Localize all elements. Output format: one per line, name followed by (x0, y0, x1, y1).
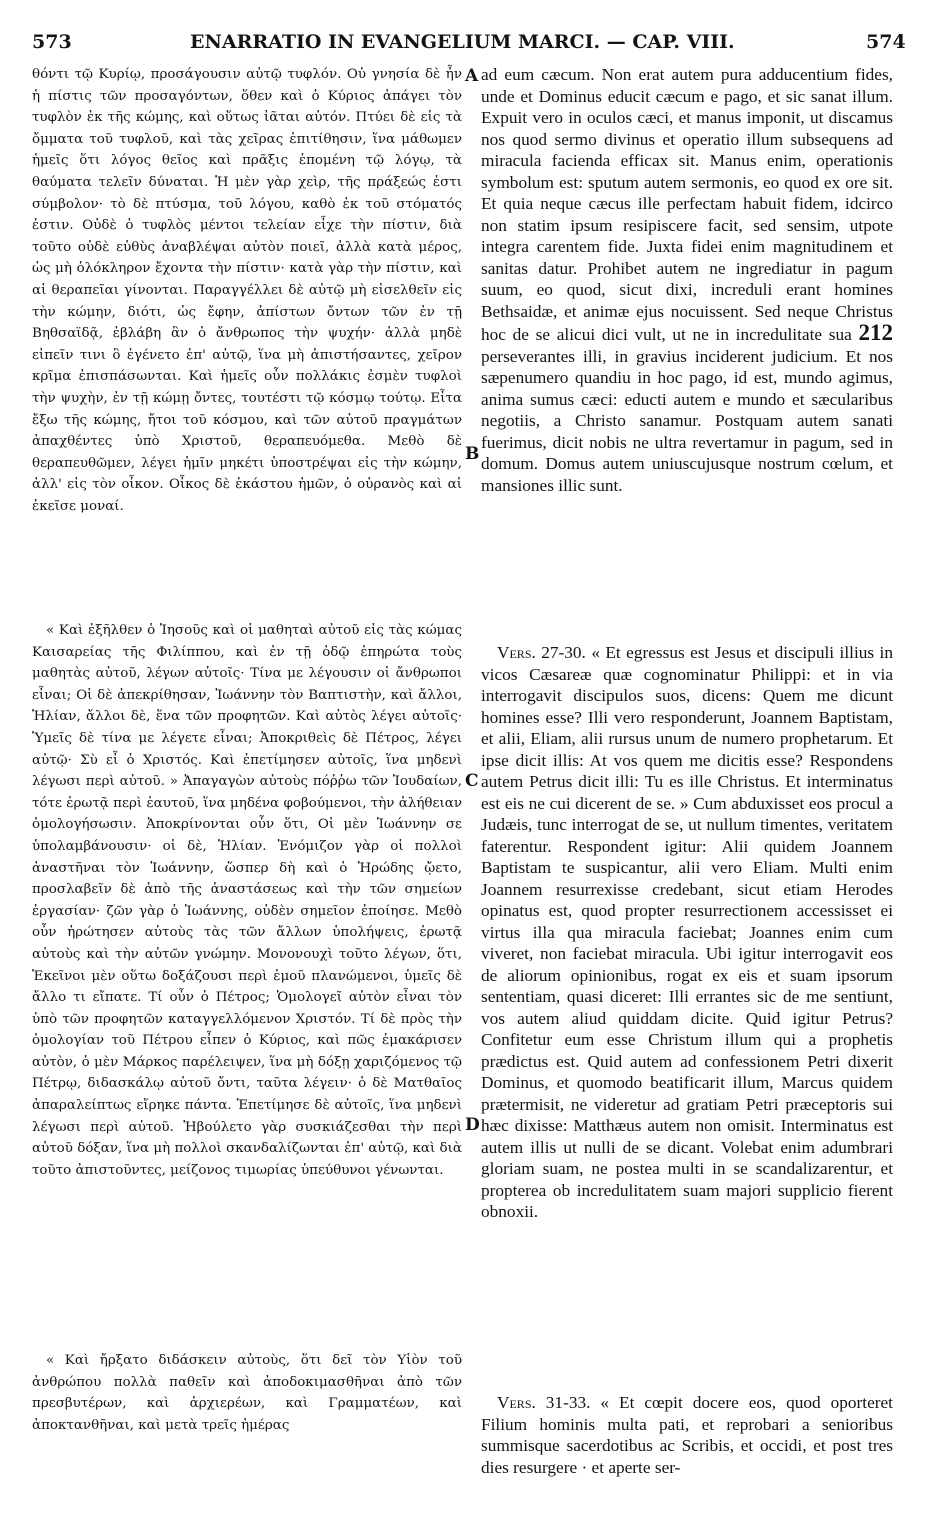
latin-paragraph-2 (481, 642, 893, 1370)
latin-paragraph-1 (481, 64, 893, 624)
greek-column (32, 64, 462, 1436)
latin-paragraph-3 (481, 1392, 893, 1478)
running-title: ENARRATIO IN EVANGELIUM MARCI. — CAP. VIII. (190, 31, 735, 53)
margin-letter-b: B (465, 444, 480, 464)
latin-paragraph-1-part-b: perseverantes illi, in gravius inciderent judicium. Et nos sæpenumero quandiu in hoc pago, id est, mundo agimus, anima sumus cæci: educti autem e mundo et sæcularibus negotiis, a Christo sanamur. Postquam autem sanati fuerimus, dicit nobis ne ultra revertamur in pagum, sed in domum. Domus autem uniuscujusque nostrum cœlum, et mansiones illic sunt. (481, 346, 893, 495)
greek-paragraph-3: « Καὶ ἤρξατο διδάσκειν αὐτοὺς, ὅτι δεῖ τὸν Υἱὸν τοῦ ἀνθρώπου πολλὰ παθεῖν καὶ ἀποδοκιμασθῆναι ἀπὸ τῶν πρεσβυτέρων, καὶ ἀρχιερέων, καὶ Γραμματέων, καὶ ἀποκτανθῆναι, καὶ μετὰ τρεῖς ἡμέρας (32, 1353, 462, 1433)
margin-letter-c: C (465, 771, 479, 791)
verse-reference-31-33: Vers. 31-33. (497, 1393, 591, 1412)
latin-paragraph-3-text: « Et cœpit docere eos, quod oporteret Filium hominis multa pati, et reprobari a senioribus summisque sacerdotibus ac Scribis, et occidi, et post tres dies resurgere · et aperte ser- (481, 1393, 893, 1477)
margin-letter-d: D (465, 1115, 480, 1135)
column-number-marker: 212 (858, 320, 893, 345)
page-number-right: 574 (866, 31, 906, 53)
latin-paragraph-1-part-a: ad eum cæcum. Non erat autem pura adducentium fides, unde et Dominus educit cæcum e pago, et sic sanat illum. Expuit vero in oculos cæci, et manus imponit, ut discamus nos quod sermo divinus et operatio illum subsequens ad miracula facienda efficax sit. Manus enim, operationis symbolum est: sputum autem sermonis, eo quod ex ore sit. Et quia neque cæcus ille perfectam habuit fidem, idcirco non statim ipsum resipiscere facit, sed sensim, utpote integra carentem fide. Juxta fidei enim magnitudinem et sanitas datur. Prohibet autem ne ingrediatur in pagum suum, eo quod, sicut dixi, increduli erant homines Bethsaidæ, et animæ ejus nocuissent. Sed neque Christus hoc de se alicui dici vult, ut ne in incredulitate sua (481, 65, 893, 344)
latin-paragraph-2-text: « Et egressus est Jesus et discipuli illius in vicos Cæsareæ quæ cognominatur Philippi: et in via interrogavit discipulos suos, dicens: Quem me dicunt homines esse? Illi vero responderunt, Joannem Baptistam, et alii, Eliam, alii rursus unum de numero prophetarum. Et ipse dicit illis: At vos quem me dicitis esse? Respondens autem Petrus dicit illi: Tu es ille Christus. Et interminatus est eis ne cui dicerent de se. » Cum abduxisset eos procul a Judæis, tunc interrogat de se, ut nullum timentes, veritatem faterentur. Respondent igitur: Alii quidem Joannem Baptistam te suspicantur, alii vero Eliam. Multi enim Joannem resurrexisse credebant, sicut etiam Herodes opinatus est, quod propter resurrectionem accessisset ei virtus illa qua miracula faciebat; Joannes enim cum viveret, non faciebat miracula. Ubi igitur interrogavit eos de aliorum opinionibus, rogat ex eis et suam ipsorum sententiam, quasi diceret: Illi errantes sic de me sentiunt, vos autem aliud quiddam dicite. Quid igitur Petrus? Confitetur eum esse Christum illum qui a prophetis prædictus est. Quid autem ad confessionem Petri dixerit Dominus, et quomodo beatificarit illum, Marcus quidem prætermisit, ne videretur ad gratiam Petri præceptoris sui hæc dixisse: Matthæus autem non omisit. Interminatus est autem illis ut nulli de se dicant. Volebat enim adumbrari gloriam suam, ne postea multi in se scandalizarentur, et propterea ob incredulitatem suam majori supplicio fierent obnoxii. (481, 643, 893, 1221)
margin-letter-a: A (465, 66, 479, 86)
greek-paragraph-2: « Καὶ ἐξῆλθεν ὁ Ἰησοῦς καὶ οἱ μαθηταὶ αὐτοῦ εἰς τὰς κώμας Καισαρείας τῆς Φιλίππου, καὶ ἐν τῇ ὁδῷ ἐπηρώτα τοὺς μαθητὰς αὐτοῦ, λέγων αὐτοῖς· Τίνα με λέγουσιν οἱ ἄνθρωποι εἶναι; Οἱ δὲ ἀπεκρίθησαν, Ἰωάννην τὸν Βαπτιστὴν, καὶ ἄλλοι, Ἠλίαν, ἄλλοι δὲ, ἕνα τῶν προφητῶν. Καὶ αὐτὸς λέγει αὐτοῖς· Ὑμεῖς δὲ τίνα με λέγετε εἶναι; Ἀποκριθεὶς δὲ Πέτρος, λέγει αὐτῷ· Σὺ εἶ ὁ Χριστός. Καὶ ἐπετίμησεν αὐτοῖς, ἵνα μηδενὶ λέγωσι περὶ αὐτοῦ. » Ἀπαγαγὼν αὐτοὺς πόῤῥω τῶν Ἰουδαίων, τότε ἐρωτᾷ περὶ ἑαυτοῦ, ἵνα μηδένα φοβούμενοι, τὴν ἀλήθειαν ὁμολογήσωσιν. Ἀποκρίνονται οὖν ὅτι, Οἱ μὲν Ἰωάννην σε ὑπολαμβάνουσιν· οἱ δὲ, Ἠλίαν. Ἐνόμιζον γὰρ οἱ πολλοὶ ἀναστῆναι τὸν Ἰωάννην, ὥσπερ δὴ καὶ ὁ Ἡρώδης ᾤετο, προσλαβεῖν δὲ ἀπὸ τῆς ἀναστάσεως καὶ τὴν τῶν σημείων ἐργασίαν· ζῶν γὰρ ὁ Ἰωάννης, οὐδὲν σημεῖον ἐποίησε. Μεθὸ οὖν ἠρώτησεν αὐτοὺς τὰς τῶν ἄλλων ὑπολήψεις, ἐρωτᾷ αὐτοὺς καὶ τὴν αὐτῶν γνώμην. Μονονουχὶ τοῦτο λέγων, ὅτι, Ἐκεῖνοι μὲν οὕτω δοξάζουσι περὶ ἐμοῦ πλανώμενοι, ὑμεῖς δὲ ἄλλο τι εἴπατε. Τί οὖν ὁ Πέτρος; Ὁμολογεῖ αὐτὸν εἶναι τὸν ὑπὸ τῶν προφητῶν καταγγελλόμενον Χριστόν. Τί δὲ πρὸς τὴν ὁμολογίαν τοῦ Πέτρου εἶπεν ὁ Κύριος, καὶ πῶς ἐμακάρισεν αὐτὸν, ὁ μὲν Μάρκος παρέλειψεν, ἵνα μὴ δόξῃ χαριζόμενος τῷ Πέτρῳ, διδασκάλῳ αὐτοῦ ὄντι, ταῦτα λέγειν· ὁ δὲ Ματθαῖος ἀπαραλείπτως εἴρηκε πάντα. Ἐπετίμησε δὲ αὐτοῖς, ἵνα μηδενὶ λέγωσι περὶ αὐτοῦ. Ἠβούλετο γὰρ συσκιάζεσθαι τὴν περὶ αὐτοῦ δόξαν, ἵνα μὴ πολλοὶ σκανδαλίζωνται ἐπ' αὐτῷ, καὶ διὰ τοῦτο ἀπιστοῦντες, μείζονος τιμωρίας ὑπεύθυνοι γένωνται. (32, 623, 462, 1178)
latin-column (481, 64, 893, 1478)
page-number-left: 573 (32, 31, 72, 53)
greek-paragraph-1: θόντι τῷ Κυρίῳ, προσάγουσιν αὐτῷ τυφλόν. Οὐ γνησία δὲ ἦν ἡ πίστις τῶν προσαγόντων, ὅθεν καὶ ὁ Κύριος ἀπάγει τὸν τυφλὸν ἐκ τῆς κώμης, καὶ οὕτως ἰᾶται αὐτόν. Πτύει δὲ εἰς τὰ ὄμματα τοῦ τυφλοῦ, καὶ τὰς χεῖρας ἐπιτίθησιν, ἵνα μάθωμεν ἡμεῖς ὅτι λόγος θεῖος καὶ πρᾶξις ἑπομένη τῷ λόγῳ, τὰ θαύματα τελεῖν δύναται. Ἡ μὲν γὰρ χεὶρ, τῆς πράξεώς ἐστι σύμβολον· τὸ δὲ πτύσμα, τοῦ λόγου, καθὸ ἐκ τοῦ στόματός ἐστιν. Οὐδὲ ὁ τυφλὸς μέντοι τελείαν εἶχε τὴν πίστιν, διὰ τοῦτο οὐδὲ εὐθὺς ἀναβλέψαι αὐτὸν ποιεῖ, ἀλλὰ κατὰ μέρος, ὡς μὴ ὁλόκληρον ἔχοντα τὴν πίστιν· κατὰ γὰρ τὴν πίστιν, καὶ αἱ θεραπεῖαι γίνονται. Παραγγέλλει δὲ αὐτῷ μὴ εἰσελθεῖν εἰς τὴν κώμην, διότι, ὡς ἔφην, ἀπίστων ὄντων τῶν ἐν τῇ Βηθσαϊδᾷ, ἐβλάβη ἂν ὁ ἄνθρωπος τὴν ψυχήν· ἀλλὰ μηδὲ εἰπεῖν τινι ὃ ἐγένετο ἐπ' αὐτῷ, ἵνα μὴ ἀπιστήσαντες, χεῖρον κρῖμα ἐπισπάσωνται. Καὶ ἡμεῖς οὖν πολλάκις ἐσμὲν τυφλοὶ τὴν ψυχὴν, ἐν τῇ κώμῃ ὄντες, τουτέστι τῷ κόσμῳ τούτῳ. Εἶτα ἔξω τῆς κώμης, ἤτοι τοῦ κόσμου, καὶ τῶν αὐτοῦ πραγμάτων ἀπαχθέντες ὑπὸ Χριστοῦ, θεραπευόμεθα. Μεθὸ δὲ θεραπευθῶμεν, λέγει ἡμῖν μηκέτι ὑποστρέψαι εἰς τὴν κώμην, ἀλλ' εἰς τὸν οἶκον. Οἶκος δὲ ἑκάστου ἡμῶν, ὁ οὐρανὸς καὶ αἱ ἐκεῖσε μοναί. (32, 67, 462, 514)
verse-reference-27-30: Vers. 27-30. (497, 643, 586, 662)
